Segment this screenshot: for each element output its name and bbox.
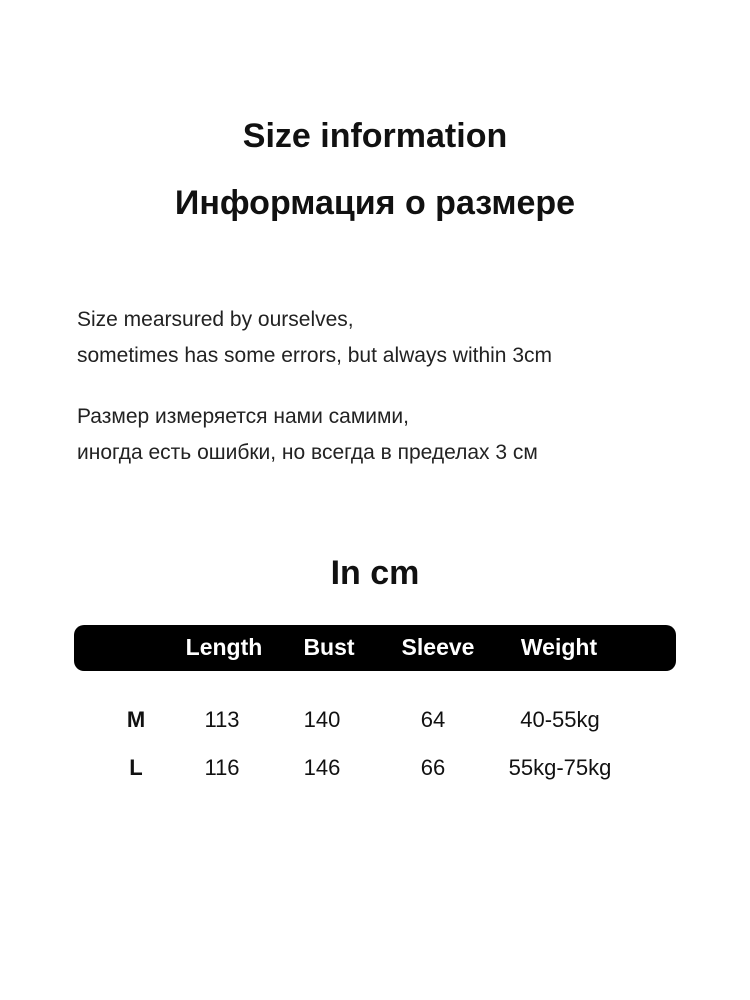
column-header-sleeve: Sleeve	[401, 634, 475, 660]
weight-m: 40-55kg	[520, 707, 600, 732]
note-english-line-2: sometimes has some errors, but always within 3cm	[77, 344, 552, 367]
column-header-bust: Bust	[303, 634, 355, 660]
measurement-note-english	[77, 302, 552, 374]
sleeve-l: 66	[420, 755, 446, 780]
length-m: 113	[204, 707, 240, 732]
column-header-length: Length	[185, 634, 263, 660]
sleeve-m: 64	[420, 707, 446, 732]
note-russian-line-2: иногда есть ошибки, но всегда в пределах 3 см	[77, 441, 538, 464]
bust-m: 140	[303, 707, 341, 732]
length-l: 116	[204, 755, 240, 780]
unit-title: In cm	[330, 554, 420, 592]
title-english: Size information	[242, 117, 508, 155]
note-russian-line-1: Размер измеряется нами самими,	[77, 405, 410, 428]
title-russian: Информация о размере	[174, 184, 576, 222]
measurement-note-russian	[77, 399, 538, 471]
size-label-m: M	[126, 707, 146, 732]
weight-l: 55kg-75kg	[508, 755, 612, 780]
column-header-weight: Weight	[520, 634, 598, 660]
size-label-l: L	[129, 755, 143, 780]
bust-l: 146	[303, 755, 341, 780]
note-english-line-1: Size mearsured by ourselves,	[77, 308, 354, 331]
